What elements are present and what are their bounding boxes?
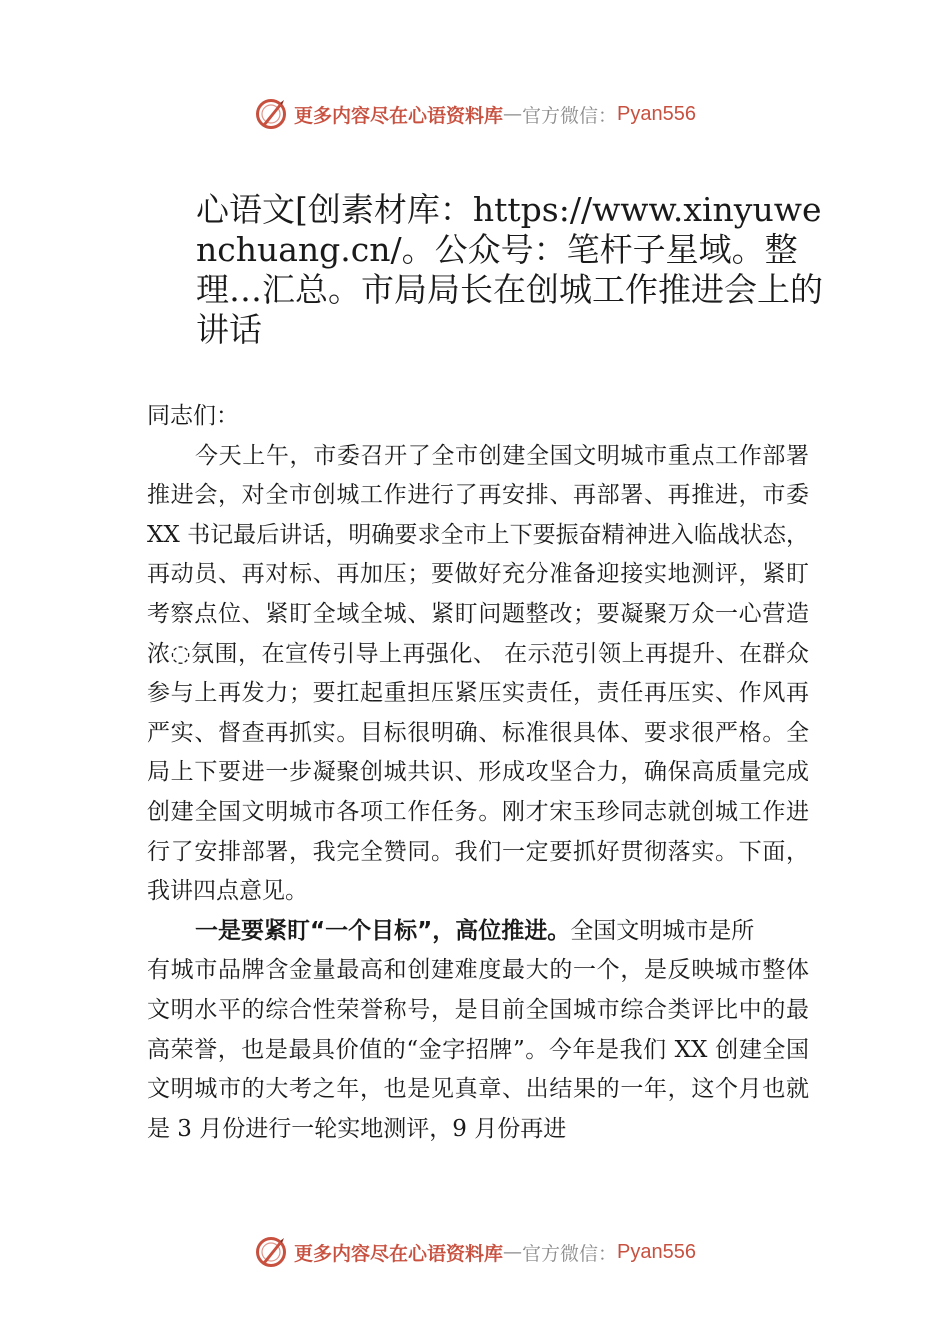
salutation: 同志们： (147, 403, 239, 429)
paragraph-2-first-line: 全国文明城市是所 (570, 917, 755, 944)
document-body (147, 397, 809, 1149)
footer-banner (0, 1232, 950, 1272)
banner-official-label: 官方微信： (522, 1242, 618, 1265)
banner-promo-text: 更多内容尽在心语资料库 (294, 1242, 504, 1265)
document-title: 心语文[创素材库：https://www.xinyuwenchuang.cn/。公众号：笔杆子星域。整理…汇总。市局局长在创城工作推进会上的讲话 (196, 190, 823, 349)
banner-dash: — (503, 1241, 523, 1263)
header-banner (0, 94, 950, 134)
banner-dash: — (503, 103, 523, 125)
quill-seal-icon (254, 97, 288, 131)
paragraph-2-lead: 一是要紧盯“一个目标”，高位推进。 (195, 917, 571, 944)
banner-promo-text: 更多内容尽在心语资料库 (294, 104, 504, 127)
quill-seal-icon (254, 1235, 288, 1269)
banner-wechat-id: Pyan556 (617, 102, 696, 125)
paragraph-2 (147, 912, 809, 952)
paragraph-1: 今天上午，市委召开了全市创建全国文明城市重点工作部署推进会，对全市创城工作进行了再安排、再部署、再推进，市委 XX 书记最后讲话，明确要求全市上下要振奋精神进入临战状态，再动员、再对标、再加压；要做好充分准备迎接实地测评，紧盯考察点位、紧盯全域全城、紧盯问题整改；要凝聚万众一心营造浓◌氛围，在宣传引导上再强化、 在示范引领上再提升、在群众参与上再发力；要扛起重担压紧压实责任，责任再压实、作风再严实、督查再抓实。目标很明确、标准很具体、要求很严格。全局上下要进一步凝聚创城共识、形成攻坚合力，确保高质量完成创建全国文明城市各项工作任务。刚才宋玉珍同志就创城工作进行了安排部署，我完全赞同。我们一定要抓好贯彻落实。下面，我讲四点意见。 (147, 442, 809, 905)
banner-official-label: 官方微信： (522, 104, 618, 127)
banner-wechat-id: Pyan556 (617, 1240, 696, 1263)
paragraph-2-continued: 有城市品牌含金量最高和创建难度最大的一个，是反映城市整体文明水平的综合性荣誉称号，是目前全国城市综合类评比中的最高荣誉，也是最具价值的“金字招牌”。今年是我们 XX 创建全国文明城市的大考之年，也是见真章、出结果的一年，这个月也就是 3 月份进行一轮实地测评，9 月份再进 (147, 957, 809, 1142)
